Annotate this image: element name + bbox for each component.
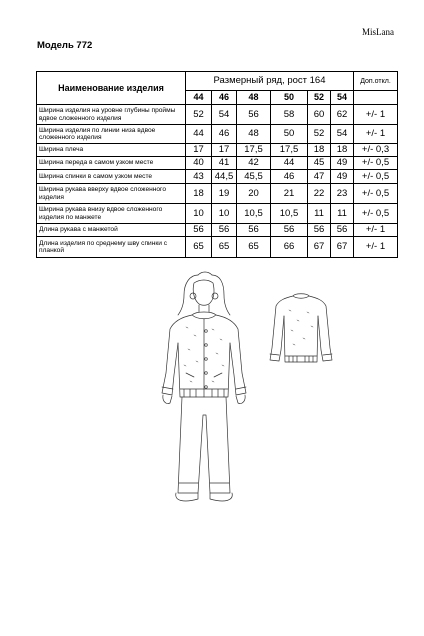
value-cell: 41 <box>212 157 237 170</box>
row-label: Длина изделия по среднему шву спинки с планкой <box>37 237 186 258</box>
value-cell: 65 <box>212 237 237 258</box>
value-cell: 45,5 <box>237 170 271 184</box>
value-cell: 49 <box>331 157 354 170</box>
size-header-cell: 50 <box>271 91 308 105</box>
value-cell: 45 <box>308 157 331 170</box>
size-header-cell: 46 <box>212 91 237 105</box>
value-cell: 21 <box>271 184 308 204</box>
row-label: Ширина изделия на уровне глубины проймы вдвое сложенного изделия <box>37 105 186 125</box>
table-row <box>37 224 398 237</box>
tolerance-cell: +/- 0,5 <box>354 170 398 184</box>
tolerance-cell: +/- 1 <box>354 237 398 258</box>
value-cell: 10 <box>186 204 212 224</box>
table-row <box>37 144 398 157</box>
value-cell: 58 <box>271 105 308 125</box>
column-header-tolerance: Доп.откл. <box>354 72 398 91</box>
value-cell: 44,5 <box>212 170 237 184</box>
value-cell: 22 <box>308 184 331 204</box>
tolerance-cell: +/- 1 <box>354 125 398 144</box>
value-cell: 54 <box>331 125 354 144</box>
row-label: Ширина плеча <box>37 144 186 157</box>
value-cell: 49 <box>331 170 354 184</box>
table-row <box>37 237 398 258</box>
value-cell: 46 <box>212 125 237 144</box>
row-label: Ширина рукава внизу вдвое сложенного изделия по манжете <box>37 204 186 224</box>
value-cell: 18 <box>186 184 212 204</box>
value-cell: 62 <box>331 105 354 125</box>
tolerance-cell: +/- 1 <box>354 224 398 237</box>
value-cell: 23 <box>331 184 354 204</box>
value-cell: 44 <box>186 125 212 144</box>
row-label: Ширина рукава вверху вдвое сложенного изделия <box>37 184 186 204</box>
value-cell: 60 <box>308 105 331 125</box>
column-header-size-range: Размерный ряд, рост 164 <box>186 72 354 91</box>
size-header-cell: 48 <box>237 91 271 105</box>
row-label: Ширина изделия по линии низа вдвое сложенного изделия <box>37 125 186 144</box>
size-header-cell: 54 <box>331 91 354 105</box>
value-cell: 47 <box>308 170 331 184</box>
value-cell: 42 <box>237 157 271 170</box>
tolerance-cell: +/- 0,3 <box>354 144 398 157</box>
table-row <box>37 157 398 170</box>
value-cell: 20 <box>237 184 271 204</box>
measurement-table <box>36 71 398 258</box>
jacket-flat-sketch <box>269 290 333 368</box>
value-cell: 56 <box>186 224 212 237</box>
value-cell: 52 <box>186 105 212 125</box>
value-cell: 56 <box>271 224 308 237</box>
table-row <box>37 125 398 144</box>
value-cell: 10,5 <box>237 204 271 224</box>
table-row <box>37 184 398 204</box>
value-cell: 65 <box>237 237 271 258</box>
value-cell: 11 <box>308 204 331 224</box>
row-label: Длина рукава с манжетой <box>37 224 186 237</box>
value-cell: 56 <box>308 224 331 237</box>
value-cell: 10,5 <box>271 204 308 224</box>
value-cell: 56 <box>331 224 354 237</box>
value-cell: 54 <box>212 105 237 125</box>
column-header-name: Наименование изделия <box>37 72 186 105</box>
value-cell: 19 <box>212 184 237 204</box>
tolerance-cell: +/- 1 <box>354 105 398 125</box>
value-cell: 48 <box>237 125 271 144</box>
size-header-cell: 44 <box>186 91 212 105</box>
value-cell: 11 <box>331 204 354 224</box>
value-cell: 46 <box>271 170 308 184</box>
value-cell: 18 <box>331 144 354 157</box>
value-cell: 17,5 <box>271 144 308 157</box>
value-cell: 17 <box>212 144 237 157</box>
row-label: Ширина спинки в самом узком месте <box>37 170 186 184</box>
tolerance-cell: +/- 0,5 <box>354 184 398 204</box>
tolerance-header-blank <box>354 91 398 105</box>
value-cell: 18 <box>308 144 331 157</box>
value-cell: 44 <box>271 157 308 170</box>
value-cell: 67 <box>331 237 354 258</box>
table-row <box>37 105 398 125</box>
value-cell: 56 <box>212 224 237 237</box>
value-cell: 50 <box>271 125 308 144</box>
table-row <box>37 170 398 184</box>
value-cell: 10 <box>212 204 237 224</box>
tolerance-cell: +/- 0,5 <box>354 204 398 224</box>
size-header-cell: 52 <box>308 91 331 105</box>
value-cell: 56 <box>237 224 271 237</box>
value-cell: 52 <box>308 125 331 144</box>
model-figure-sketch <box>150 265 260 510</box>
value-cell: 66 <box>271 237 308 258</box>
value-cell: 65 <box>186 237 212 258</box>
table-row <box>37 204 398 224</box>
value-cell: 17 <box>186 144 212 157</box>
value-cell: 56 <box>237 105 271 125</box>
row-label: Ширина переда в самом узком месте <box>37 157 186 170</box>
tolerance-cell: +/- 0,5 <box>354 157 398 170</box>
model-title: Модель 772 <box>37 40 93 51</box>
value-cell: 67 <box>308 237 331 258</box>
value-cell: 43 <box>186 170 212 184</box>
value-cell: 17,5 <box>237 144 271 157</box>
value-cell: 40 <box>186 157 212 170</box>
brand-name: MisLana <box>362 27 394 37</box>
